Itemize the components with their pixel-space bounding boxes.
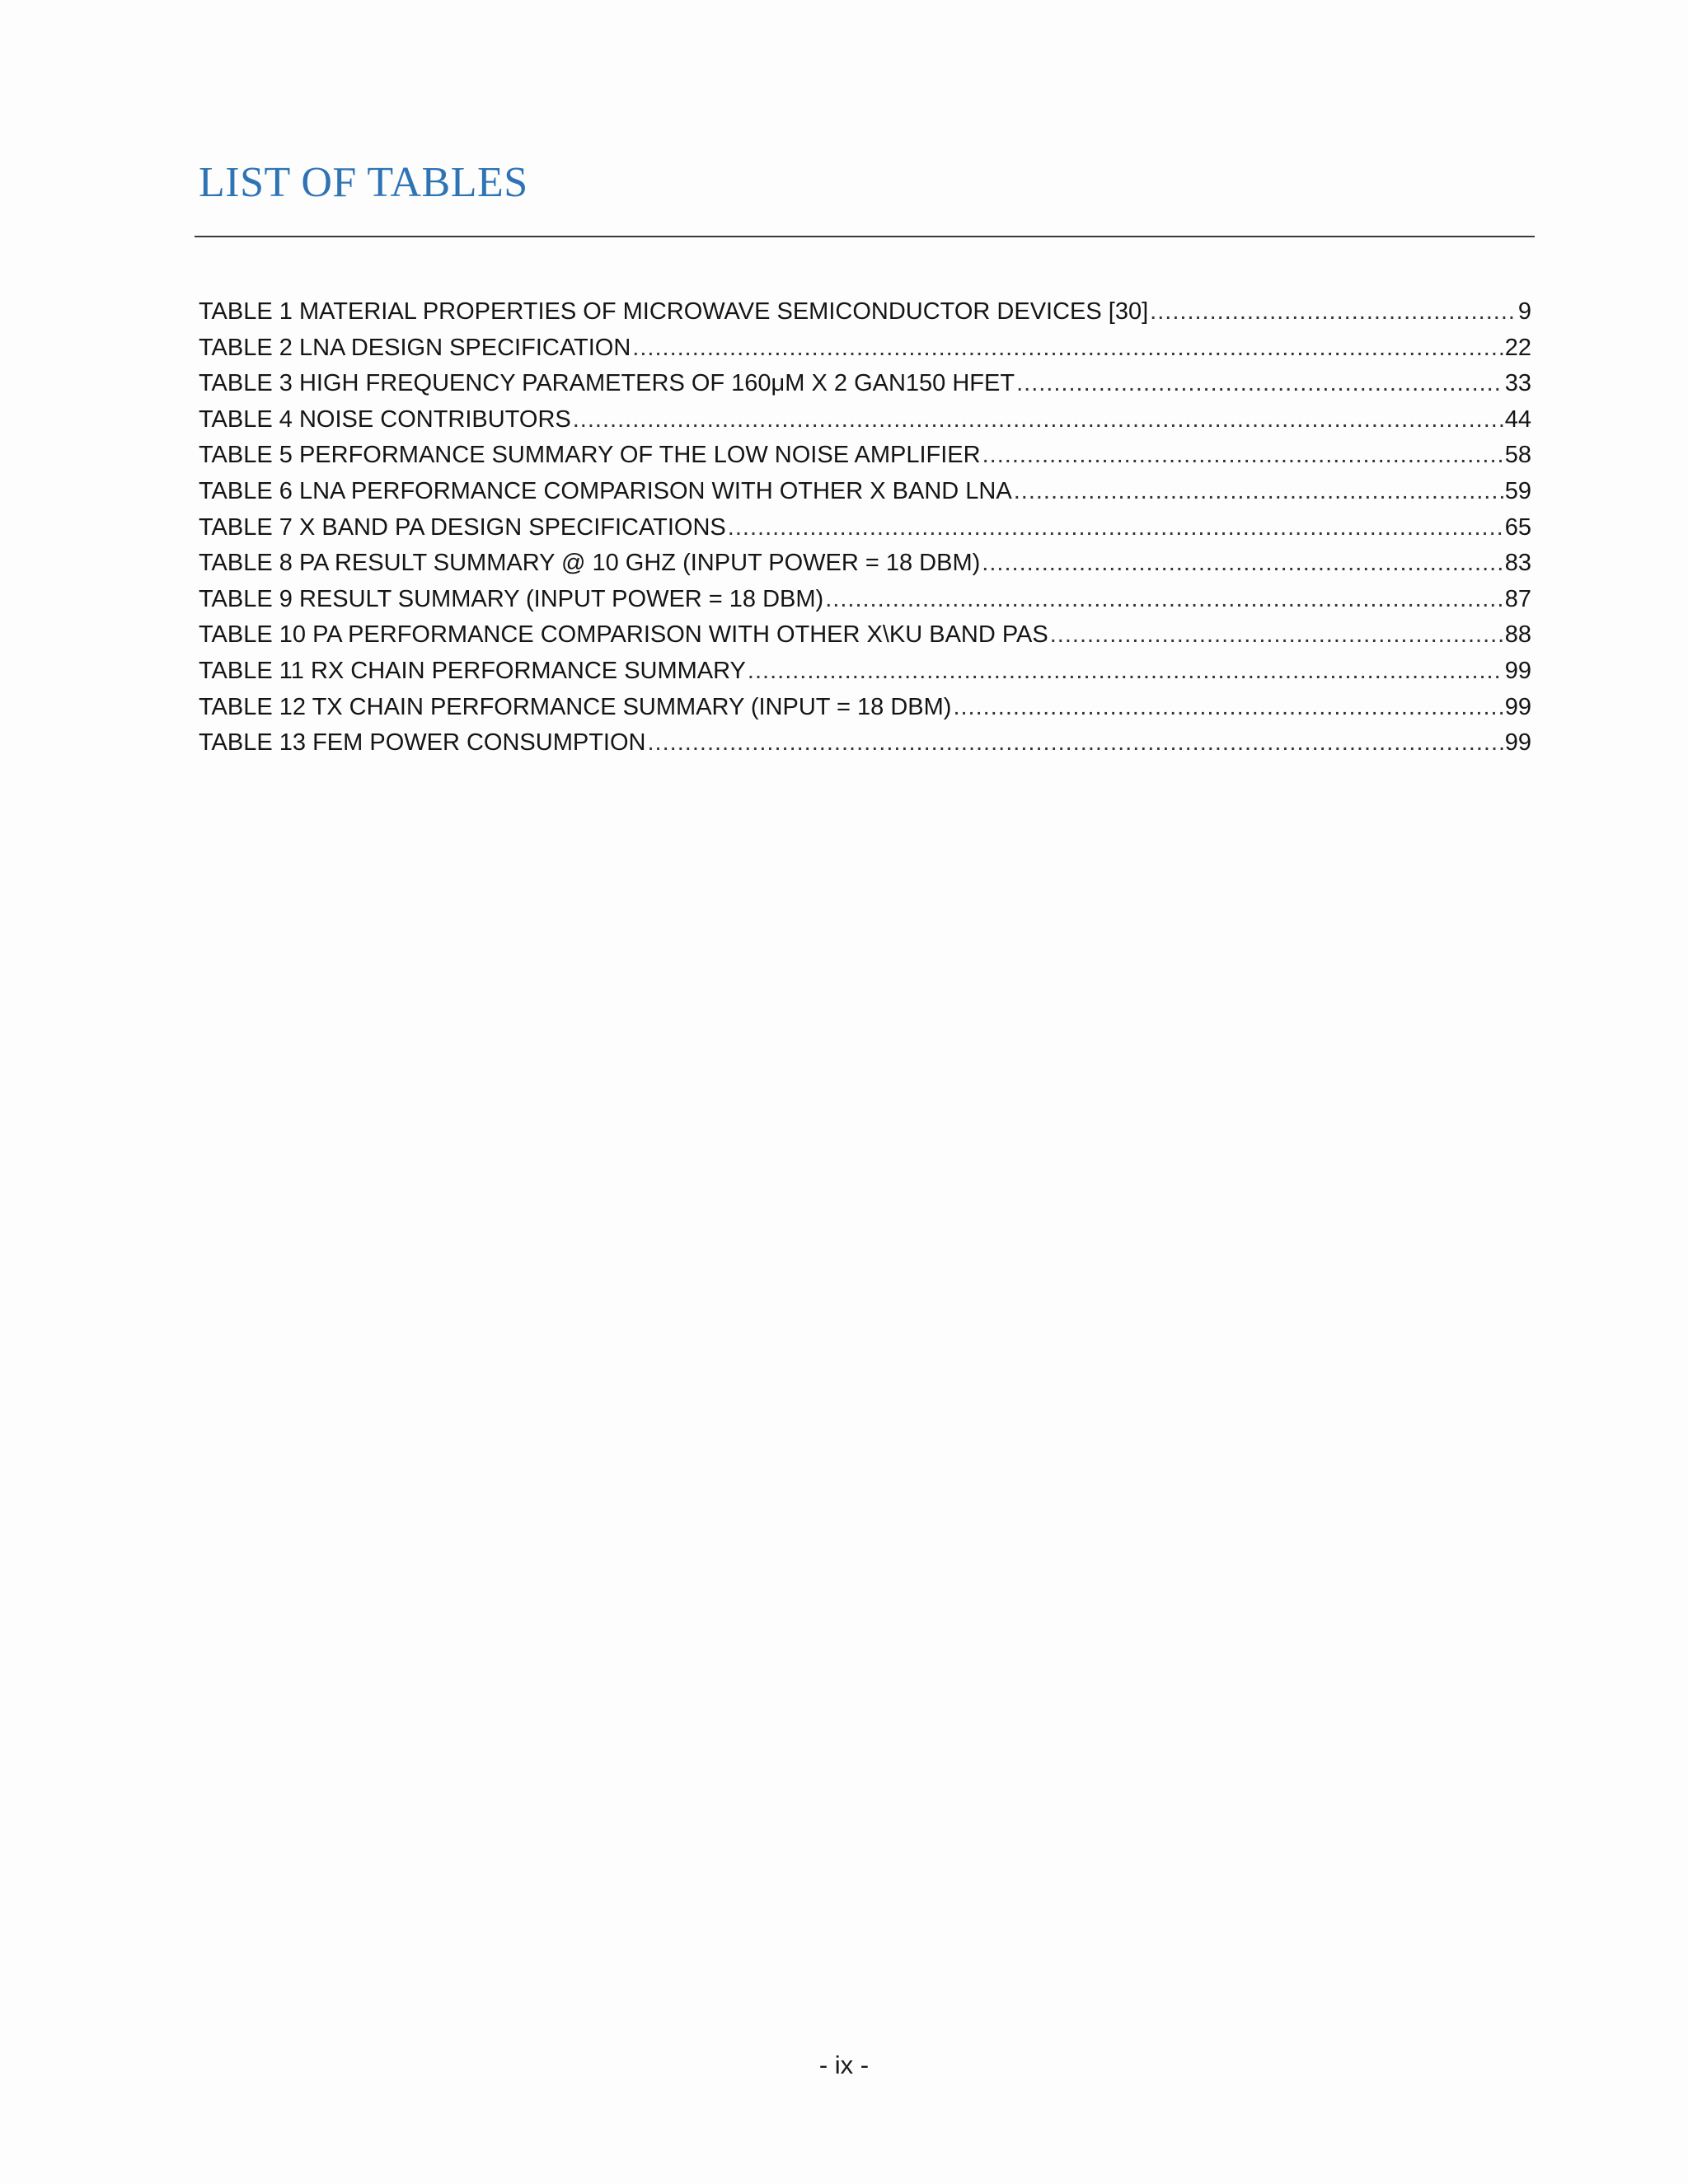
toc-entry[interactable]	[199, 335, 1531, 371]
toc-entry-label: TABLE 2 LNA DESIGN SPECIFICATION	[199, 334, 631, 361]
toc-entry[interactable]	[199, 478, 1531, 514]
toc-entry-label: TABLE 8 PA RESULT SUMMARY @ 10 GHZ (INPUT POWER = 18 DBM)	[199, 550, 981, 577]
toc-entry-page: 88	[1504, 621, 1531, 649]
toc-entry[interactable]	[199, 658, 1531, 694]
toc-leader-dots	[982, 550, 1503, 577]
toc-entry-label: TABLE 1 MATERIAL PROPERTIES OF MICROWAVE SEMICONDUCTOR DEVICES [30]	[199, 298, 1149, 325]
toc-leader-dots	[632, 335, 1503, 362]
toc-entry[interactable]	[199, 370, 1531, 406]
toc-leader-dots	[647, 729, 1503, 757]
toc-entry-label: TABLE 11 RX CHAIN PERFORMANCE SUMMARY	[199, 657, 746, 684]
toc-leader-dots	[748, 658, 1503, 685]
toc-entry-page: 9	[1517, 298, 1531, 325]
page-title: LIST OF TABLES	[199, 159, 528, 206]
toc-entry-page: 22	[1504, 334, 1531, 361]
toc-leader-dots	[1150, 298, 1517, 326]
toc-entry[interactable]	[199, 550, 1531, 586]
toc-entry[interactable]	[199, 694, 1531, 730]
toc-leader-dots	[1014, 478, 1503, 505]
toc-entry-label: TABLE 7 X BAND PA DESIGN SPECIFICATIONS	[199, 513, 726, 541]
toc-leader-dots	[573, 406, 1503, 434]
toc-entry-page: 59	[1504, 477, 1531, 504]
toc-leader-dots	[1016, 370, 1503, 397]
toc-entry-label: TABLE 4 NOISE CONTRIBUTORS	[199, 405, 571, 433]
page-number: - ix -	[818, 2050, 870, 2079]
toc-entry-label: TABLE 9 RESULT SUMMARY (INPUT POWER = 18 DBM)	[199, 585, 824, 612]
toc-entry-page: 83	[1504, 550, 1531, 577]
toc-leader-dots	[982, 442, 1503, 469]
toc-entry-page: 87	[1504, 585, 1531, 612]
toc-entry-label: TABLE 10 PA PERFORMANCE COMPARISON WITH OTHER X\KU BAND PAS	[199, 621, 1048, 649]
toc-entry-label: TABLE 13 FEM POWER CONSUMPTION	[199, 729, 646, 757]
toc-entry-page: 58	[1504, 442, 1531, 469]
toc-entry-page: 33	[1504, 370, 1531, 397]
toc-entry-page: 65	[1504, 513, 1531, 541]
toc-entry[interactable]	[199, 514, 1531, 551]
list-of-tables	[199, 298, 1531, 766]
toc-entry-page: 99	[1504, 657, 1531, 684]
toc-entry-label: TABLE 6 LNA PERFORMANCE COMPARISON WITH OTHER X BAND LNA	[199, 477, 1012, 504]
toc-entry[interactable]	[199, 298, 1531, 335]
toc-entry-page: 99	[1504, 693, 1531, 720]
toc-entry[interactable]	[199, 406, 1531, 443]
toc-entry[interactable]	[199, 621, 1531, 658]
toc-entry-label: TABLE 12 TX CHAIN PERFORMANCE SUMMARY (INPUT = 18 DBM)	[199, 693, 952, 720]
toc-entry[interactable]	[199, 442, 1531, 478]
toc-leader-dots	[1050, 621, 1503, 649]
toc-entry-label: TABLE 5 PERFORMANCE SUMMARY OF THE LOW NOISE AMPLIFIER	[199, 442, 981, 469]
toc-entry-page: 44	[1504, 405, 1531, 433]
toc-leader-dots	[728, 514, 1503, 541]
toc-entry-label: TABLE 3 HIGH FREQUENCY PARAMETERS OF 160μM X 2 GAN150 HFET	[199, 370, 1015, 397]
heading-divider	[195, 236, 1535, 237]
toc-leader-dots	[953, 694, 1503, 721]
toc-leader-dots	[825, 586, 1503, 613]
toc-entry[interactable]	[199, 729, 1531, 766]
toc-entry[interactable]	[199, 586, 1531, 622]
toc-entry-page: 99	[1504, 729, 1531, 757]
